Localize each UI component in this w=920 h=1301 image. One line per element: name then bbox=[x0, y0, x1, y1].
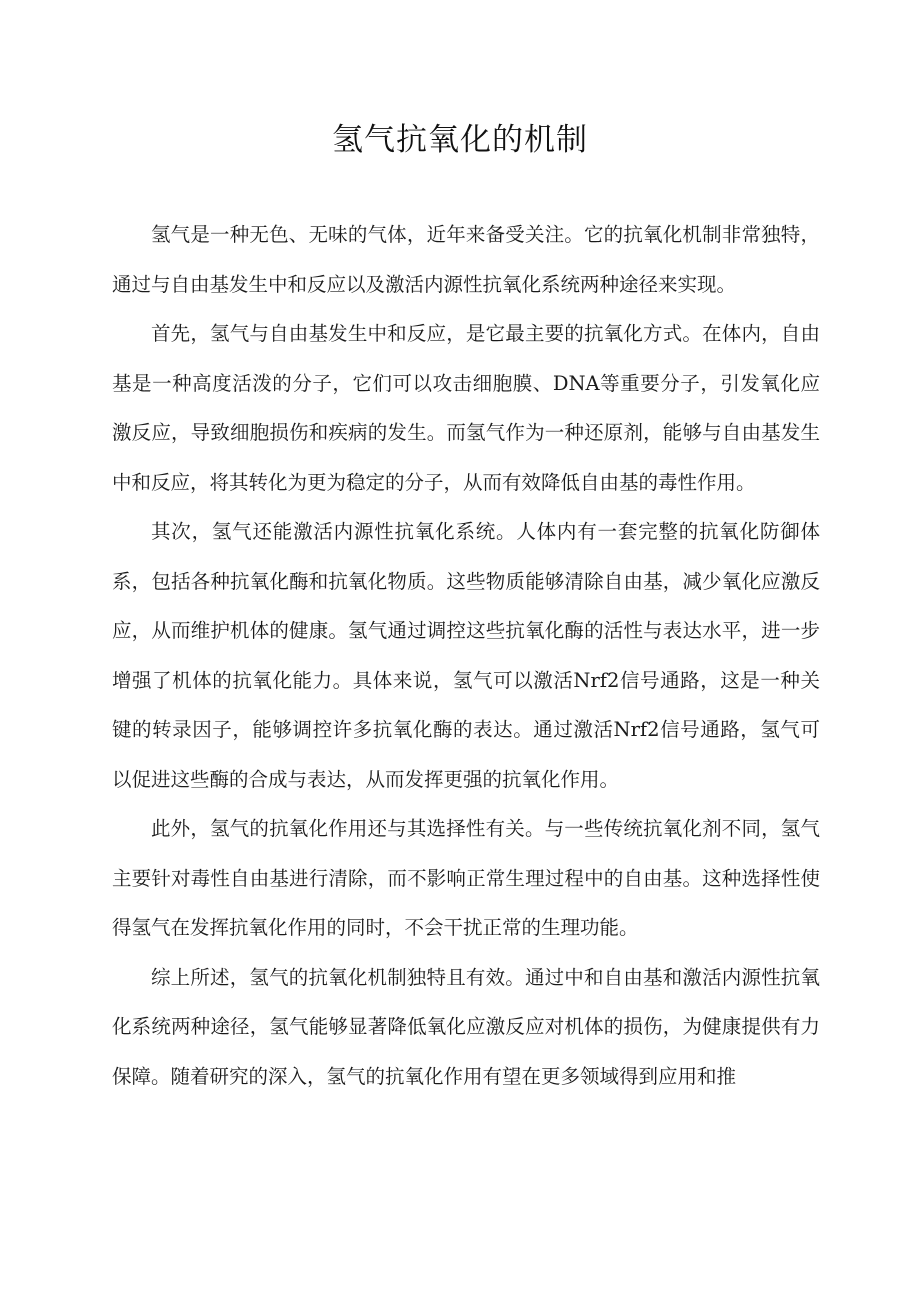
paragraph-neutralization: 首先，氢气与自由基发生中和反应，是它最主要的抗氧化方式。在体内，自由基是一种高度活泼的分子，它们可以攻击细胞膜、DNA等重要分子，引发氧化应激反应，导致细胞损伤和疾病的发生。而氢气作为一种还原剂，能够与自由基发生中和反应，将其转化为更为稳定的分子，从而有效降低自由基的毒性作用。 bbox=[112, 322, 820, 494]
document-title: 氢气抗氧化的机制 bbox=[332, 122, 588, 158]
document-body bbox=[112, 210, 820, 1101]
paragraph-summary: 综上所述，氢气的抗氧化机制独特且有效。通过中和自由基和激活内源性抗氧化系统两种途径，氢气能够显著降低氧化应激反应对机体的损伤，为健康提供有力保障。随着研究的深入，氢气的抗氧化作用有望在更多领域得到应用和推 bbox=[112, 965, 820, 1088]
paragraph-selectivity: 此外，氢气的抗氧化作用还与其选择性有关。与一些传统抗氧化剂不同，氢气主要针对毒性自由基进行清除，而不影响正常生理过程中的自由基。这种选择性使得氢气在发挥抗氧化作用的同时，不会干扰正常的生理功能。 bbox=[112, 817, 820, 939]
paragraph-intro: 氢气是一种无色、无味的气体，近年来备受关注。它的抗氧化机制非常独特，通过与自由基发生中和反应以及激活内源性抗氧化系统两种途径来实现。 bbox=[112, 223, 820, 296]
paragraph-endogenous-system: 其次，氢气还能激活内源性抗氧化系统。人体内有一套完整的抗氧化防御体系，包括各种抗氧化酶和抗氧化物质。这些物质能够清除自由基，减少氧化应激反应，从而维护机体的健康。氢气通过调控这些抗氧化酶的活性与表达水平，进一步增强了机体的抗氧化能力。具体来说，氢气可以激活Nrf2信号通路，这是一种关键的转录因子，能够调控许多抗氧化酶的表达。通过激活Nrf2信号通路，氢气可以促进这些酶的合成与表达，从而发挥更强的抗氧化作用。 bbox=[112, 520, 820, 791]
